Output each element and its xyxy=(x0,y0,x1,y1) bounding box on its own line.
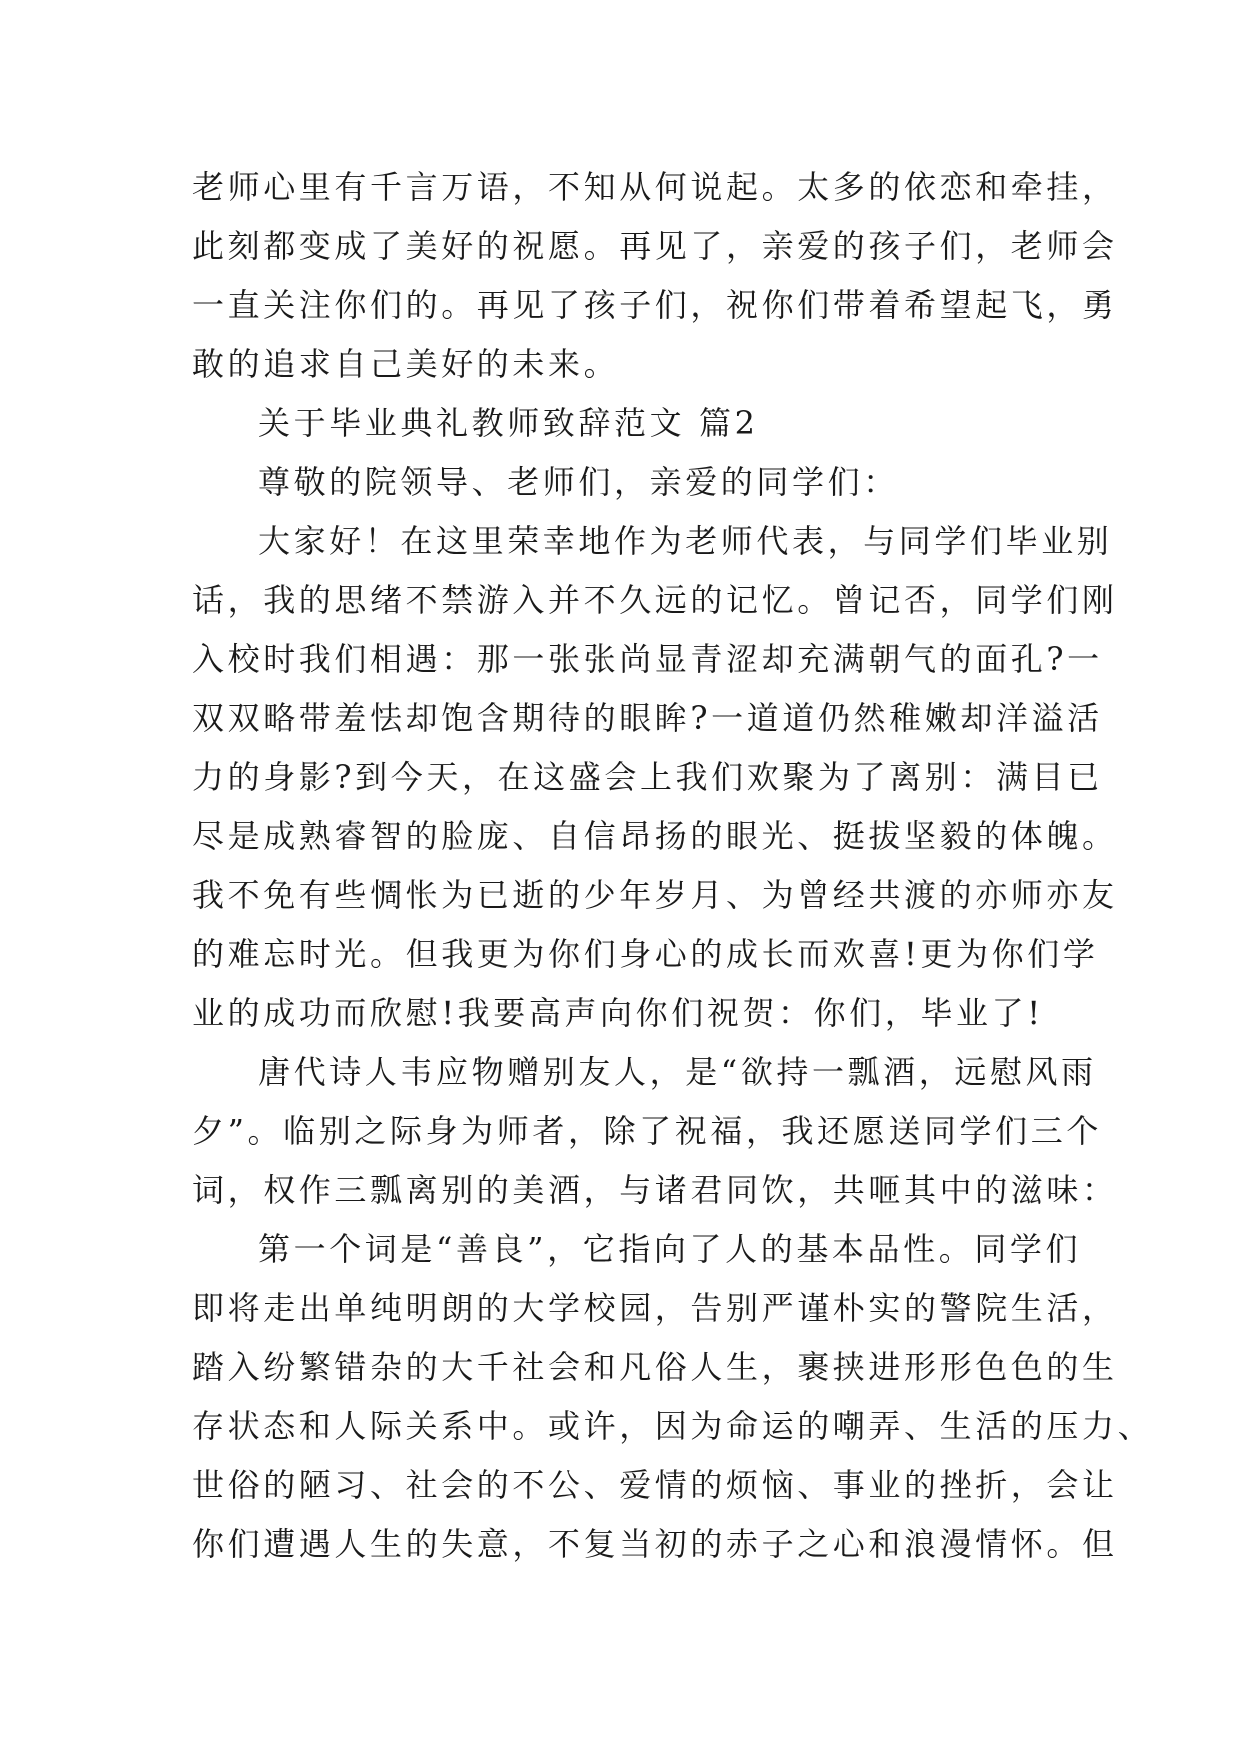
text-line: 第一个词是“善良”，它指向了人的基本品性。同学们 xyxy=(258,1230,1082,1268)
text-line: 存状态和人际关系中。或许，因为命运的嘲弄、生活的压力、 xyxy=(192,1407,1154,1445)
text-line: 夕”。临别之际身为师者，除了祝福，我还愿送同学们三个 xyxy=(192,1112,1102,1150)
text-line: 敢的追求自己美好的未来。 xyxy=(192,345,620,383)
text-line: 尽是成熟睿智的脸庞、自信昂扬的眼光、挺拔坚毅的体魄。 xyxy=(192,817,1118,855)
text-line: 话，我的思绪不禁游入并不久远的记忆。曾记否，同学们刚 xyxy=(192,581,1118,619)
document-body xyxy=(192,158,1154,1574)
text-line: 世俗的陋习、社会的不公、爱情的烦恼、事业的挫折，会让 xyxy=(192,1466,1118,1504)
text-line: 你们遭遇人生的失意，不复当初的赤子之心和浪漫情怀。但 xyxy=(192,1525,1118,1563)
text-line: 老师心里有千言万语，不知从何说起。太多的依恋和牵挂， xyxy=(192,168,1118,206)
text-line: 力的身影?到今天，在这盛会上我们欢聚为了离别：满目已 xyxy=(192,758,1103,796)
text-line: 双双略带羞怯却饱含期待的眼眸?一道道仍然稚嫩却洋溢活 xyxy=(192,699,1103,737)
text-line: 我不免有些惆怅为已逝的少年岁月、为曾经共渡的亦师亦友 xyxy=(192,876,1118,914)
text-line: 业的成功而欣慰!我要高声向你们祝贺：你们，毕业了! xyxy=(192,994,1044,1032)
text-line: 此刻都变成了美好的祝愿。再见了，亲爱的孩子们，老师会 xyxy=(192,227,1118,265)
text-line: 关于毕业典礼教师致辞范文 篇2 xyxy=(258,404,759,442)
text-line: 词，权作三瓢离别的美酒，与诸君同饮，共咂其中的滋味： xyxy=(192,1171,1118,1209)
text-line: 的难忘时光。但我更为你们身心的成长而欢喜!更为你们学 xyxy=(192,935,1099,973)
text-line: 唐代诗人韦应物赠别友人，是“欲持一瓢酒，远慰风雨 xyxy=(258,1053,1097,1091)
text-line: 即将走出单纯明朗的大学校园，告别严谨朴实的警院生活， xyxy=(192,1289,1118,1327)
text-line: 一直关注你们的。再见了孩子们，祝你们带着希望起飞，勇 xyxy=(192,286,1118,324)
text-line: 入校时我们相遇：那一张张尚显青涩却充满朝气的面孔?一 xyxy=(192,640,1103,678)
text-line: 大家好！在这里荣幸地作为老师代表，与同学们毕业别 xyxy=(258,522,1113,560)
text-line: 踏入纷繁错杂的大千社会和凡俗人生，裹挟进形形色色的生 xyxy=(192,1348,1118,1386)
text-line: 尊敬的院领导、老师们，亲爱的同学们： xyxy=(258,463,899,501)
